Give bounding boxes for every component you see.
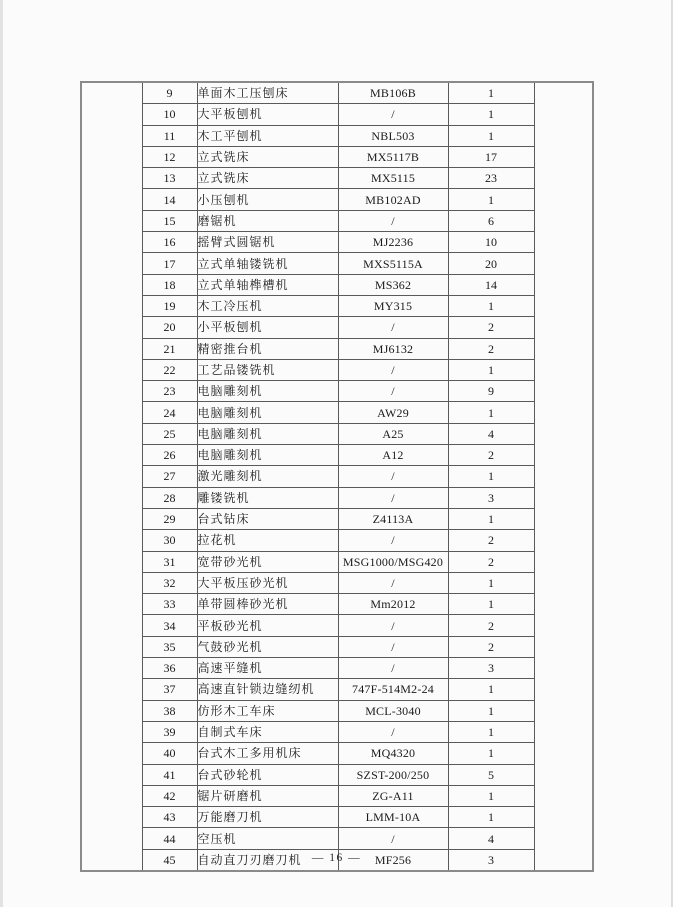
cell-quantity: 1 [448,82,534,104]
cell-model: / [338,530,448,551]
cell-number: 41 [142,764,197,785]
cell-number: 23 [142,381,197,402]
cell-model: 747F-514M2-24 [338,679,448,700]
cell-equipment-name: 精密推台机 [197,338,338,359]
table-row [81,402,593,423]
table-row [81,125,593,146]
cell-equipment-name: 摇臂式圆锯机 [197,232,338,253]
cell-quantity: 4 [448,423,534,444]
table-row [81,636,593,657]
cell-model: MJ6132 [338,338,448,359]
table-row [81,594,593,615]
cell-number: 29 [142,508,197,529]
cell-equipment-name: 台式砂轮机 [197,764,338,785]
cell-model: MF256 [338,849,448,871]
cell-equipment-name: 平板砂光机 [197,615,338,636]
cell-model: Mm2012 [338,594,448,615]
cell-model: / [338,466,448,487]
cell-number: 27 [142,466,197,487]
cell-quantity: 1 [448,785,534,806]
cell-model: A12 [338,445,448,466]
cell-number: 39 [142,721,197,742]
cell-number: 22 [142,359,197,380]
cell-model: / [338,381,448,402]
cell-equipment-name: 大平板刨机 [197,104,338,125]
cell-quantity: 2 [448,615,534,636]
cell-quantity: 1 [448,594,534,615]
table-row [81,168,593,189]
table-row [81,551,593,572]
cell-model: A25 [338,423,448,444]
cell-model: MB102AD [338,189,448,210]
cell-number: 43 [142,807,197,828]
cell-model: / [338,210,448,231]
cell-model: MCL-3040 [338,700,448,721]
cell-quantity: 17 [448,146,534,167]
table-row [81,295,593,316]
cell-number: 33 [142,594,197,615]
cell-quantity: 3 [448,487,534,508]
cell-equipment-name: 高速直针锁边缝纫机 [197,679,338,700]
cell-equipment-name: 雕镂铣机 [197,487,338,508]
cell-equipment-name: 台式木工多用机床 [197,743,338,764]
cell-number: 34 [142,615,197,636]
cell-number: 15 [142,210,197,231]
table-row [81,210,593,231]
table-row [81,189,593,210]
cell-number: 21 [142,338,197,359]
cell-quantity: 10 [448,232,534,253]
cell-quantity: 1 [448,359,534,380]
cell-model: Z4113A [338,508,448,529]
table-row [81,317,593,338]
cell-number: 38 [142,700,197,721]
cell-number: 19 [142,295,197,316]
cell-quantity: 2 [448,445,534,466]
cell-equipment-name: 自制式车床 [197,721,338,742]
cell-model: MB106B [338,82,448,104]
cell-quantity: 20 [448,253,534,274]
cell-model: MY315 [338,295,448,316]
cell-number: 9 [142,82,197,104]
cell-model: / [338,615,448,636]
table-row [81,487,593,508]
table-row [81,423,593,444]
cell-equipment-name: 小平板刨机 [197,317,338,338]
cell-quantity: 2 [448,317,534,338]
table-row [81,743,593,764]
cell-model: ZG-A11 [338,785,448,806]
cell-equipment-name: 电脑雕刻机 [197,381,338,402]
cell-model: / [338,359,448,380]
cell-equipment-name: 磨锯机 [197,210,338,231]
cell-quantity: 1 [448,402,534,423]
cell-equipment-name: 立式铣床 [197,146,338,167]
cell-model: / [338,636,448,657]
table-row [81,104,593,125]
left-margin-cell [81,82,142,871]
table-row [81,466,593,487]
cell-quantity: 1 [448,679,534,700]
cell-quantity: 1 [448,295,534,316]
cell-equipment-name: 拉花机 [197,530,338,551]
cell-model: MX5117B [338,146,448,167]
cell-number: 30 [142,530,197,551]
cell-model: / [338,658,448,679]
cell-number: 10 [142,104,197,125]
cell-quantity: 1 [448,807,534,828]
table-row [81,530,593,551]
cell-number: 20 [142,317,197,338]
cell-quantity: 14 [448,274,534,295]
cell-number: 17 [142,253,197,274]
cell-equipment-name: 小压刨机 [197,189,338,210]
cell-quantity: 6 [448,210,534,231]
table-row [81,764,593,785]
right-margin-cell [534,82,593,871]
cell-number: 28 [142,487,197,508]
table-row [81,658,593,679]
cell-equipment-name: 激光雕刻机 [197,466,338,487]
cell-model: / [338,721,448,742]
table-row [81,828,593,849]
cell-number: 26 [142,445,197,466]
cell-quantity: 3 [448,658,534,679]
cell-model: NBL503 [338,125,448,146]
table-row [81,807,593,828]
cell-equipment-name: 气鼓砂光机 [197,636,338,657]
cell-number: 31 [142,551,197,572]
cell-quantity: 1 [448,743,534,764]
cell-model: AW29 [338,402,448,423]
equipment-table [80,81,594,872]
cell-equipment-name: 工艺品镂铣机 [197,359,338,380]
cell-equipment-name: 单面木工压刨床 [197,82,338,104]
table-row [81,572,593,593]
cell-quantity: 9 [448,381,534,402]
cell-model: MSG1000/MSG420 [338,551,448,572]
table-row [81,338,593,359]
cell-quantity: 4 [448,828,534,849]
table-row [81,615,593,636]
table-row [81,232,593,253]
cell-number: 18 [142,274,197,295]
cell-number: 14 [142,189,197,210]
cell-model: SZST-200/250 [338,764,448,785]
cell-quantity: 1 [448,721,534,742]
table-row [81,146,593,167]
table-row [81,700,593,721]
cell-quantity: 2 [448,338,534,359]
cell-model: / [338,317,448,338]
table-row [81,785,593,806]
cell-model: / [338,104,448,125]
cell-quantity: 1 [448,125,534,146]
table-row [81,274,593,295]
cell-quantity: 1 [448,508,534,529]
table-row [81,721,593,742]
cell-equipment-name: 宽带砂光机 [197,551,338,572]
cell-quantity: 2 [448,530,534,551]
cell-number: 12 [142,146,197,167]
cell-quantity: 23 [448,168,534,189]
table-row [81,445,593,466]
cell-equipment-name: 木工平刨机 [197,125,338,146]
cell-quantity: 2 [448,551,534,572]
cell-model: MXS5115A [338,253,448,274]
cell-model: MJ2236 [338,232,448,253]
cell-equipment-name: 电脑雕刻机 [197,423,338,444]
scan-edge-left [0,0,3,907]
cell-quantity: 1 [448,700,534,721]
cell-number: 44 [142,828,197,849]
table-row [81,508,593,529]
cell-equipment-name: 电脑雕刻机 [197,445,338,466]
cell-number: 35 [142,636,197,657]
cell-equipment-name: 台式钻床 [197,508,338,529]
cell-number: 42 [142,785,197,806]
cell-equipment-name: 锯片研磨机 [197,785,338,806]
cell-equipment-name: 空压机 [197,828,338,849]
cell-quantity: 3 [448,849,534,871]
cell-equipment-name: 立式单轴榫槽机 [197,274,338,295]
cell-quantity: 1 [448,189,534,210]
cell-number: 11 [142,125,197,146]
page-number: — 16 — [311,852,362,864]
cell-model: MS362 [338,274,448,295]
table-row [81,381,593,402]
cell-model: MX5115 [338,168,448,189]
cell-equipment-name: 仿形木工车床 [197,700,338,721]
cell-equipment-name: 木工冷压机 [197,295,338,316]
cell-number: 36 [142,658,197,679]
cell-model: LMM-10A [338,807,448,828]
cell-number: 25 [142,423,197,444]
cell-quantity: 2 [448,636,534,657]
cell-equipment-name: 大平板压砂光机 [197,572,338,593]
cell-model: MQ4320 [338,743,448,764]
cell-number: 24 [142,402,197,423]
cell-equipment-name: 立式单轴镂铣机 [197,253,338,274]
cell-model: / [338,828,448,849]
cell-equipment-name: 自动直刀刃磨刀机 [197,849,338,871]
cell-number: 40 [142,743,197,764]
cell-equipment-name: 立式铣床 [197,168,338,189]
cell-number: 16 [142,232,197,253]
table-row [81,82,593,104]
cell-number: 32 [142,572,197,593]
cell-model: / [338,487,448,508]
cell-equipment-name: 高速平缝机 [197,658,338,679]
cell-equipment-name: 电脑雕刻机 [197,402,338,423]
table-row [81,679,593,700]
cell-quantity: 1 [448,466,534,487]
cell-quantity: 5 [448,764,534,785]
table-row [81,253,593,274]
cell-number: 37 [142,679,197,700]
cell-quantity: 1 [448,104,534,125]
cell-equipment-name: 万能磨刀机 [197,807,338,828]
cell-quantity: 1 [448,572,534,593]
table-row [81,359,593,380]
cell-equipment-name: 单带圆棒砂光机 [197,594,338,615]
cell-model: / [338,572,448,593]
cell-number: 13 [142,168,197,189]
cell-number: 45 [142,849,197,871]
